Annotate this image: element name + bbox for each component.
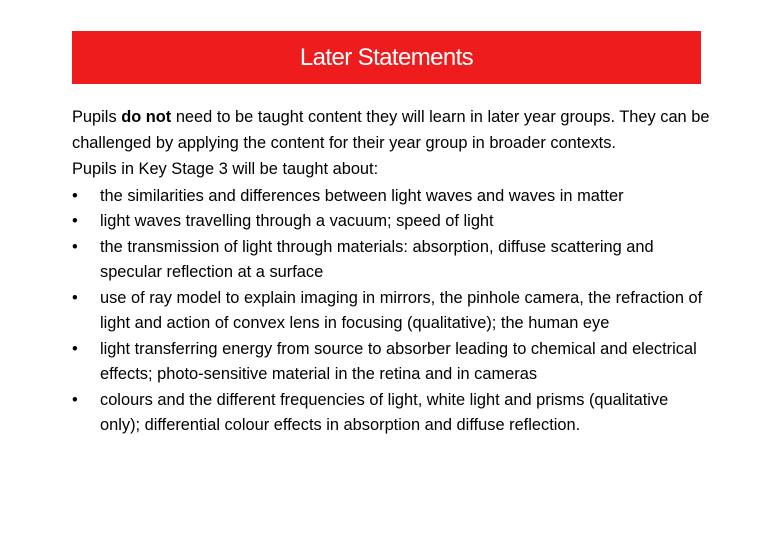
bullet-item [72, 184, 712, 210]
bullet-item [72, 286, 712, 337]
bullet-item [72, 235, 712, 286]
bullet-icon: • [72, 288, 78, 307]
bullet-text: use of ray model to explain imaging in mirrors, the pinhole camera, the refraction of light and action of convex lens in focusing (qualitative); the human eye [100, 288, 703, 332]
title-banner [72, 31, 701, 84]
slide-title: Later Statements [299, 43, 474, 71]
bullet-text: light waves travelling through a vacuum; speed of light [100, 212, 494, 230]
bullet-item [72, 337, 712, 388]
intro-suffix: need to be taught content they will learn in later year groups. They can be challenged by applying the content for their year group in broader contexts. [72, 108, 710, 152]
bullet-icon: • [72, 390, 78, 409]
intro-emphasis: do not [121, 108, 172, 126]
bullet-icon: • [72, 237, 78, 256]
intro-paragraph [72, 105, 712, 156]
bullet-text: colours and the different frequencies of light, white light and prisms (qualitative only); differential colour effects in absorption and diffuse reflection. [100, 390, 669, 434]
lead-line: Pupils in Key Stage 3 will be taught about: [72, 160, 379, 178]
bullet-text: light transferring energy from source to absorber leading to chemical and electrical effects; photo-sensitive material in the retina and in cameras [100, 339, 697, 383]
bullet-list [72, 184, 712, 439]
intro-prefix: Pupils [72, 108, 122, 126]
bullet-icon: • [72, 186, 78, 205]
bullet-icon: • [72, 212, 78, 230]
bullet-text: the transmission of light through materials: absorption, diffuse scattering and specular reflection at a surface [100, 237, 654, 281]
bullet-item [72, 209, 712, 235]
bullet-item [72, 388, 712, 439]
bullet-icon: • [72, 339, 78, 358]
slide-body [72, 105, 712, 439]
bullet-text: the similarities and differences between light waves and waves in matter [100, 186, 624, 205]
